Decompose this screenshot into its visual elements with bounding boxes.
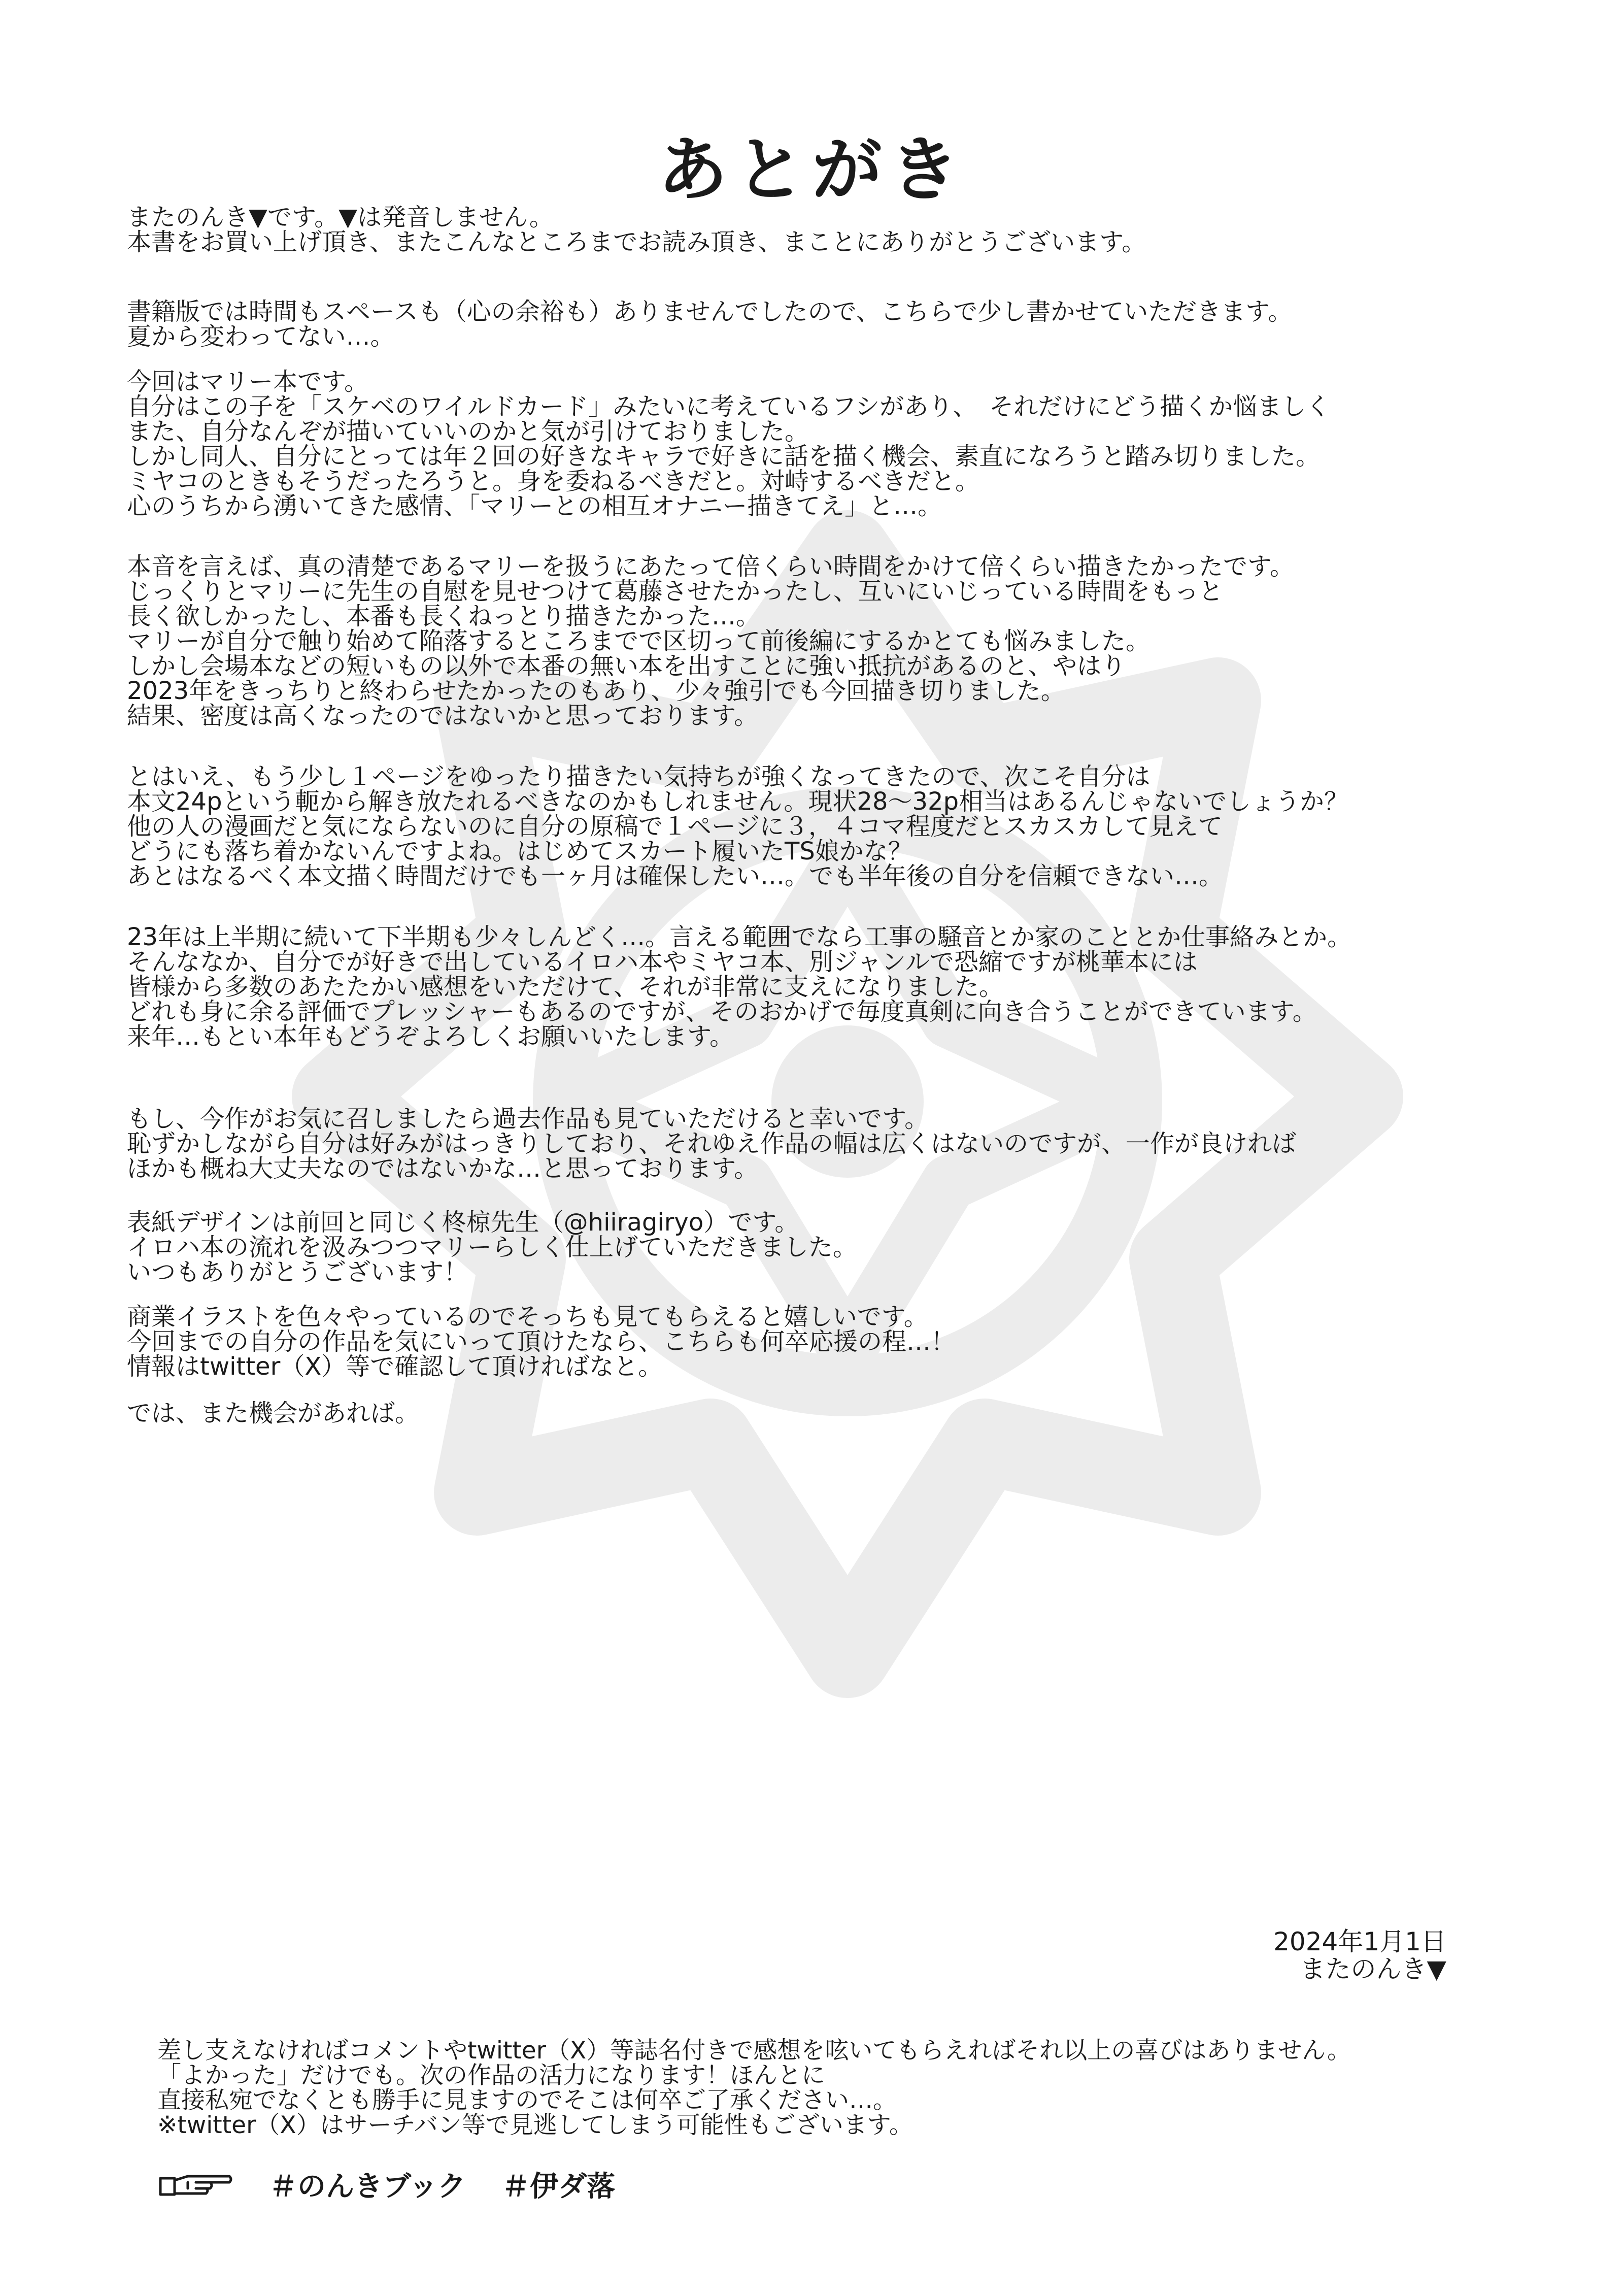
- text-line: ほかも概ね大丈夫なのではないかな…と思っております。: [127, 1154, 759, 1183]
- text-line: では、また機会があれば。: [127, 1399, 420, 1427]
- hashtag-nonki-book: ＃のんきブック: [269, 2170, 466, 2203]
- paragraph-past-works: [127, 1107, 1507, 1181]
- text-line: 本文24pという軛から解き放たれるべきなのかもしれません。現状28～32p相当はあるんじゃないでしょうか？: [127, 787, 1349, 816]
- text-line: またのんき▼です。▼は発音しません。: [127, 203, 554, 231]
- signature-block: [1273, 1928, 1446, 1983]
- text-line: じっくりとマリーに先生の自慰を見せつけて葛藤させたかったし、互いにいじっている時間をもっと: [127, 577, 1224, 606]
- text-line: 直接私宛でなくとも勝手に見ますのでそこは何卒ご了承ください…。: [157, 2086, 897, 2114]
- paragraph-closing: [127, 1401, 1507, 1426]
- hashtag-row: [157, 2167, 651, 2202]
- text-line: 今回までの自分の作品を気にいって頂けたなら、こちらも何卒応援の程…！: [127, 1327, 956, 1356]
- text-line: 23年は上半期に続いて下半期も少々しんどく…。言える範囲でなら工事の騒音とか家のこととか仕事絡みとか。: [127, 923, 1352, 951]
- text-line: 恥ずかしながら自分は好みがはっきりしており、それゆえ作品の幅は広くはないのですが、一作が良ければ: [127, 1129, 1297, 1158]
- paragraph-honest-thoughts: [127, 554, 1507, 728]
- text-line: 来年…もとい本年もどうぞよろしくお願いいたします。: [127, 1022, 734, 1051]
- text-line: 自分はこの子を「スケベのワイルドカード」みたいに考えているフシがあり、 それだけにどう描くか悩ましく: [127, 392, 1331, 421]
- text-line: しかし同人、自分にとっては年２回の好きなキャラで好きに話を描く機会、素直になろうと踏み切りました。: [127, 442, 1321, 471]
- pointing-hand-icon: [157, 2169, 233, 2200]
- text-line: あとはなるべく本文描く時間だけでも一ヶ月は確保したい…。でも半年後の自分を信頼できない…。: [127, 862, 1224, 890]
- paragraph-commercial-work: [127, 1305, 1507, 1379]
- text-line: 皆様から多数のあたたかい感想をいただけて、それが非常に支えになりました。: [127, 973, 1004, 1001]
- paragraph-intro: [127, 297, 1507, 351]
- text-line: しかし会場本などの短いもの以外で本番の無い本を出すことに強い抵抗があるのと、やはり: [127, 652, 1126, 680]
- text-line: 「よかった」だけでも。次の作品の活力になります！ほんとに: [157, 2062, 825, 2089]
- text-line: 表紙デザインは前回と同じく柊椋先生（@hiiragiryo）です。: [127, 1208, 799, 1237]
- text-line: マリーが自分で触り始めて陥落するところまでで区切って前後編にするかとても悩みました。: [127, 627, 1151, 655]
- text-line: 本書をお買い上げ頂き、またこんなところまでお読み頂き、まことにありがとうございます。: [127, 228, 1146, 256]
- text-line: 商業イラストを色々やっているのでそっちも見てもらえると嬉しいです。: [127, 1303, 928, 1331]
- text-line: どうにも落ち着かないんですよね。はじめてスカート履いたTS娘かな？: [127, 837, 912, 866]
- text-line: 結果、密度は高くなったのではないかと思っております。: [127, 702, 759, 730]
- text-line: そんななか、自分でが好きで出しているイロハ本やミヤコ本、別ジャンルで恐縮ですが桃華本には: [127, 948, 1198, 976]
- text-line: ミヤコのときもそうだったろうと。身を委ねるべきだと。対峙するべきだと。: [127, 467, 980, 495]
- text-line: 2023年をきっちりと終わらせたかったのもあり、少々強引でも今回描き切りました。: [127, 677, 1065, 705]
- text-line: 夏から変わってない…。: [127, 322, 395, 351]
- text-line: 心のうちから湧いてきた感情、「マリーとの相互オナニー描きてえ」と…。: [127, 492, 942, 520]
- signature-date: 2024年1月1日: [1273, 1927, 1446, 1956]
- text-line: 情報はtwitter（X）等で確認して頂ければなと。: [127, 1352, 663, 1381]
- text-line: 本音を言えば、真の清楚であるマリーを扱うにあたって倍くらい時間をかけて倍くらい描きたかったです。: [127, 552, 1295, 581]
- text-line: とはいえ、もう少し１ページをゆったり描きたい気持ちが強くなってきたので、次こそ自分は: [127, 762, 1151, 791]
- text-line: もし、今作がお気に召しましたら過去作品も見ていただけると幸いです。: [127, 1105, 929, 1133]
- text-line: 他の人の漫画だと気にならないのに自分の原稿で１ページに３，４コマ程度だとスカスカして見えて: [127, 812, 1223, 841]
- paragraph-cover-design: [127, 1210, 1507, 1285]
- text-line: どれも身に余る評価でプレッシャーもあるのですが、そのおかげで毎度真剣に向き合うことができています。: [127, 998, 1317, 1026]
- feedback-note: [157, 2038, 1538, 2138]
- text-line: 長く欲しかったし、本番も長くねっとり描きたかった…。: [127, 602, 761, 630]
- text-line: 書籍版では時間もスペースも（心の余裕も）ありませんでしたので、こちらで少し書かせていただきます。: [127, 297, 1293, 326]
- text-line: 差し支えなければコメントやtwitter（X）等誌名付きで感想を呟いてもらえればそれ以上の喜びはありません。: [157, 2037, 1351, 2065]
- text-line: また、自分なんぞが描いていいのかと気が引けておりました。: [127, 417, 809, 446]
- text-line: いつもありがとうございます！: [127, 1258, 468, 1286]
- text-line: イロハ本の流れを汲みつつマリーらしく仕上げていただきました。: [127, 1233, 858, 1261]
- paragraph-year-review: [127, 925, 1507, 1049]
- text-line: 今回はマリー本です。: [127, 368, 369, 396]
- paragraph-page-count: [127, 764, 1507, 889]
- signature-author: またのんき▼: [1300, 1954, 1446, 1984]
- page-title: あとがき: [657, 129, 966, 211]
- paragraph-marie-book: [127, 370, 1507, 519]
- paragraph-greeting: [127, 205, 1507, 255]
- text-line: ※twitter（X）はサーチバン等で見逃してしまう可能性もございます。: [157, 2111, 913, 2139]
- hashtag-idaraku: ＃伊ダ落: [501, 2170, 616, 2203]
